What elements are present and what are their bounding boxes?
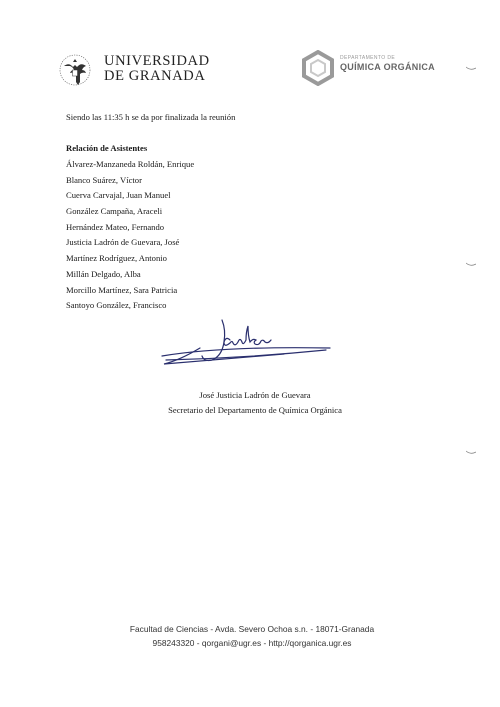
attendee-list bbox=[66, 143, 194, 314]
list-item: Justicia Ladrón de Guevara, José bbox=[66, 237, 180, 248]
list-item: Millán Delgado, Alba bbox=[66, 268, 141, 279]
department-label: DEPARTAMENTO DE bbox=[340, 55, 396, 61]
list-item: Martínez Rodríguez, Antonio bbox=[66, 253, 167, 264]
department-header bbox=[300, 50, 450, 86]
closing-statement: Siendo las 11:35 h se da por finalizada la reunión bbox=[66, 112, 236, 122]
university-name-line2: DE GRANADA bbox=[104, 68, 206, 84]
university-header bbox=[52, 50, 212, 90]
margin-mark bbox=[466, 262, 476, 266]
list-item: Blanco Suárez, Víctor bbox=[66, 174, 142, 185]
list-item: Álvarez-Manzaneda Roldán, Enrique bbox=[66, 159, 195, 169]
page-footer bbox=[0, 622, 500, 650]
list-item: González Campaña, Araceli bbox=[66, 206, 163, 217]
list-item: Santoyo González, Francisco bbox=[66, 300, 167, 311]
department-name: QUÍMICA ORGÁNICA bbox=[340, 62, 435, 72]
margin-mark bbox=[466, 66, 476, 70]
footer-address: Facultad de Ciencias - Avda. Severo Ochoa s.n. - 18071-Granada bbox=[129, 624, 375, 634]
signatory-role: Secretario del Departamento de Química Orgánica bbox=[168, 405, 342, 415]
university-name-line1: UNIVERSIDAD bbox=[104, 53, 210, 69]
signatory-block bbox=[0, 388, 500, 418]
hexagon-logo-icon bbox=[300, 50, 336, 86]
university-crest-icon bbox=[52, 50, 98, 90]
list-item: Hernández Mateo, Fernando bbox=[66, 221, 165, 232]
handwritten-signature bbox=[160, 316, 340, 376]
attendee-list-heading: Relación de Asistentes bbox=[66, 143, 148, 153]
margin-mark bbox=[466, 450, 476, 454]
footer-contact: 958243320 - qorgani@ugr.es - http://qorganica.ugr.es bbox=[152, 638, 352, 648]
list-item: Cuerva Carvajal, Juan Manuel bbox=[66, 190, 171, 201]
list-item: Morcillo Martínez, Sara Patricia bbox=[66, 284, 178, 295]
university-name bbox=[104, 54, 210, 84]
signatory-name: José Justicia Ladrón de Guevara bbox=[199, 390, 311, 400]
